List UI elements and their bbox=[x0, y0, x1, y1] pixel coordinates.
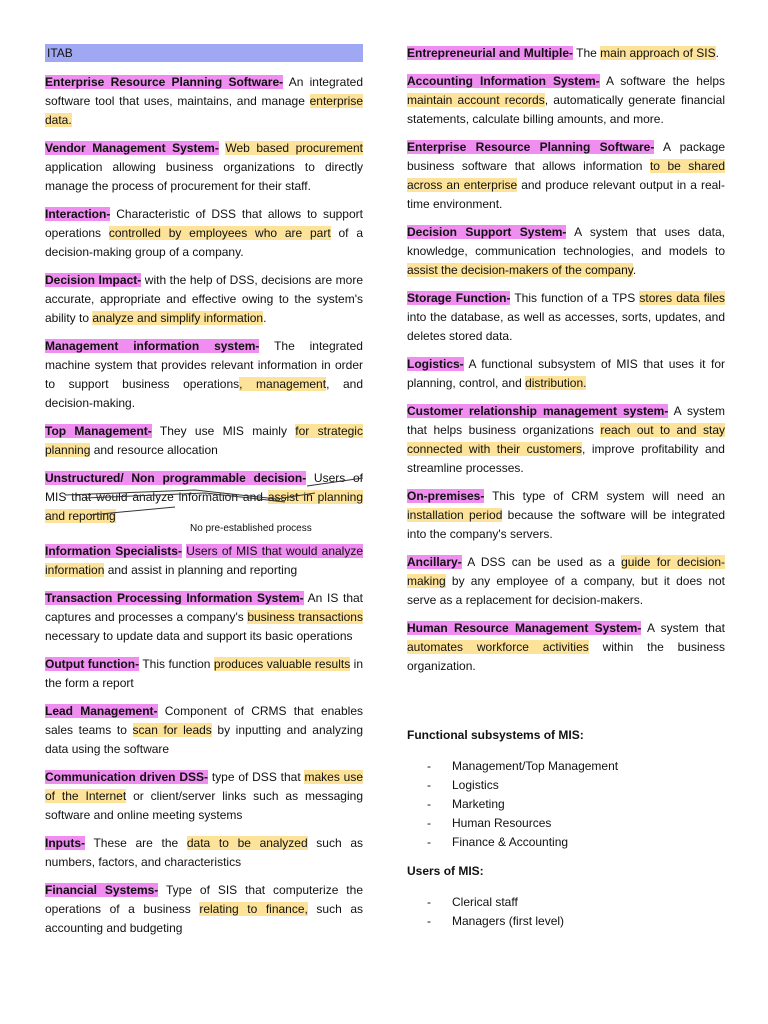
entry-definition: , improve profitability and streamline processes. bbox=[407, 442, 725, 475]
entry-definition: such as accounting and budgeting bbox=[45, 902, 363, 935]
entry-text bbox=[45, 655, 363, 693]
list-item: - Management/Top Management bbox=[407, 757, 725, 776]
entry-text bbox=[45, 881, 363, 938]
entry-text bbox=[407, 223, 725, 280]
highlighted-text: guide for decision-making bbox=[407, 555, 725, 588]
entry-definition: An integrated software tool that uses, maintains, and manage bbox=[45, 75, 364, 108]
highlighted-text: information bbox=[45, 563, 105, 577]
entry bbox=[407, 72, 725, 129]
highlighted-text: distribution. bbox=[525, 376, 587, 390]
entry-text bbox=[407, 553, 725, 610]
entry-text bbox=[45, 271, 363, 328]
entry-term: Vendor Management System- bbox=[45, 141, 219, 155]
entry bbox=[407, 138, 725, 214]
entry-text bbox=[45, 205, 363, 262]
highlighted-text: assist the decision-makers of the company bbox=[407, 263, 633, 277]
entry-definition: necessary to update data and support its basic operations bbox=[45, 629, 353, 643]
highlighted-text: relating to finance, bbox=[199, 902, 308, 916]
entry-definition: A system that bbox=[641, 621, 725, 635]
highlighted-text: to be shared across an enterprise bbox=[407, 159, 726, 192]
entry bbox=[45, 834, 363, 872]
entry bbox=[45, 881, 363, 938]
highlighted-text: stores data files bbox=[639, 291, 725, 305]
highlighted-text: business transactions bbox=[247, 610, 363, 624]
entry-definition: These are the bbox=[85, 836, 187, 850]
entry-term: Lead Management- bbox=[45, 704, 158, 718]
highlighted-text: assist in planning and reporting bbox=[45, 490, 364, 523]
entry bbox=[407, 289, 725, 346]
list-item: - Finance & Accounting bbox=[407, 833, 725, 852]
entry bbox=[407, 619, 725, 676]
highlighted-text: , management bbox=[239, 377, 327, 391]
right-entries bbox=[407, 44, 725, 676]
entry-text bbox=[407, 619, 725, 676]
entry-text bbox=[45, 542, 363, 580]
entry bbox=[407, 553, 725, 610]
entry-term: Output function- bbox=[45, 657, 140, 671]
entry-definition: or client/server links such as messaging software and online meeting systems bbox=[45, 789, 363, 822]
entry-definition: This function bbox=[139, 657, 214, 671]
entry bbox=[45, 702, 363, 759]
entry-text bbox=[407, 138, 725, 214]
left-entries bbox=[45, 73, 363, 938]
highlighted-text: makes use of the Internet bbox=[45, 770, 363, 803]
entry-definition: , and decision-making. bbox=[45, 377, 363, 410]
list-item: - Managers (first level) bbox=[407, 912, 725, 931]
entry-term: Interaction- bbox=[45, 207, 111, 221]
entry bbox=[45, 655, 363, 693]
entry-definition: and produce relevant output in a real-time environment. bbox=[407, 178, 725, 211]
entry-text bbox=[407, 289, 725, 346]
entry-definition: This type of CRM system will need an bbox=[484, 489, 725, 503]
entry-term: Accounting Information System- bbox=[407, 74, 600, 88]
entry bbox=[407, 44, 725, 63]
entry-definition: A software the helps bbox=[599, 74, 725, 88]
entry-term: Decision Impact- bbox=[45, 273, 142, 287]
list-item: - Human Resources bbox=[407, 814, 725, 833]
users-list bbox=[407, 893, 725, 931]
entry-text bbox=[45, 469, 363, 526]
entry-definition: Users of MIS that would analyze information and bbox=[45, 471, 363, 504]
entry-definition: such as numbers, factors, and characteristics bbox=[45, 836, 363, 869]
highlighted-text: controlled by employees who are part bbox=[108, 226, 331, 240]
entry-definition: They use MIS mainly bbox=[151, 424, 296, 438]
entry-term: Enterprise Resource Planning Software- bbox=[45, 75, 284, 89]
entry-text bbox=[45, 589, 363, 646]
entry-definition: A system that helps business organizations bbox=[407, 404, 725, 437]
entry-text bbox=[407, 402, 725, 478]
entry-term: Communication driven DSS- bbox=[45, 770, 208, 784]
entry-definition: into the database, as well as accesses, sorts, updates, and deletes stored data. bbox=[407, 310, 725, 343]
entry-definition: This function of a TPS bbox=[510, 291, 640, 305]
entry-term: Human Resource Management System- bbox=[407, 621, 642, 635]
entry-definition: . bbox=[715, 46, 719, 60]
entry-text bbox=[45, 337, 363, 413]
entry-definition: A package business software that allows information bbox=[407, 140, 726, 173]
entry-definition: type of DSS that bbox=[208, 770, 305, 784]
highlighted-text: Web based procurement bbox=[225, 141, 363, 155]
entry-term: Ancillary- bbox=[407, 555, 462, 569]
highlighted-text: scan for leads bbox=[132, 723, 212, 737]
entry bbox=[45, 73, 363, 130]
entry-definition: Users of MIS that would analyze bbox=[186, 544, 364, 558]
highlighted-text: analyze and simplify information bbox=[92, 311, 264, 325]
entry-definition: The integrated machine system that provides relevant information in order to support business operations bbox=[45, 339, 363, 391]
entry-definition: in the form a report bbox=[45, 657, 364, 690]
entry-definition: by any employee of a company, but it does not serve as a replacement for decision-makers. bbox=[407, 574, 725, 607]
entry-term: Information Specialists- bbox=[45, 544, 182, 558]
subsystems-title: Functional subsystems of MIS: bbox=[407, 728, 584, 742]
entry-text bbox=[45, 422, 363, 460]
entry-term: On-premises- bbox=[407, 489, 485, 503]
entry bbox=[407, 223, 725, 280]
entry-term: Top Management- bbox=[45, 424, 152, 438]
entry bbox=[407, 355, 725, 393]
highlighted-text: installation period bbox=[407, 508, 503, 522]
entry-definition: because the software will be integrated into the company's servers. bbox=[407, 508, 725, 541]
entry-definition: Type of SIS that computerize the operations of a business bbox=[45, 883, 363, 916]
list-item: - Clerical staff bbox=[407, 893, 725, 912]
entry-text bbox=[407, 355, 725, 393]
highlighted-text: maintain account records bbox=[407, 93, 545, 107]
entry-definition: A system that uses data, knowledge, communication technologies, and models to bbox=[407, 225, 725, 258]
entry-text bbox=[407, 72, 725, 129]
entry bbox=[45, 271, 363, 328]
entry-term: Storage Function- bbox=[407, 291, 511, 305]
entry-definition: with the help of DSS, decisions are more accurate, appropriate and effective owing to the system's ability to bbox=[45, 273, 363, 325]
entry bbox=[45, 422, 363, 460]
entry-definition: , automatically generate financial statements, calculate billing amounts, and more. bbox=[407, 93, 725, 126]
list-item: - Marketing bbox=[407, 795, 725, 814]
right-column bbox=[407, 44, 725, 941]
entry bbox=[45, 139, 363, 196]
entry-text bbox=[45, 73, 363, 130]
entry-term: Decision Support System- bbox=[407, 225, 567, 239]
entry-definition: and assist in planning and reporting bbox=[104, 563, 298, 577]
entry-term: Customer relationship management system- bbox=[407, 404, 669, 418]
header-bar: ITAB bbox=[45, 44, 363, 62]
users-title: Users of MIS: bbox=[407, 864, 484, 878]
entry-term: Transaction Processing Information System- bbox=[45, 591, 304, 605]
subsystems-list bbox=[407, 757, 725, 852]
entry-text bbox=[45, 702, 363, 759]
entry-text bbox=[407, 44, 725, 63]
entry-definition: A DSS can be used as a bbox=[461, 555, 622, 569]
entry-definition: . bbox=[632, 263, 637, 277]
handwritten-note: No pre-established process bbox=[190, 523, 312, 534]
entry-term: Entrepreneurial and Multiple- bbox=[407, 46, 574, 60]
highlighted-text: enterprise data. bbox=[45, 94, 363, 127]
entry-text bbox=[45, 834, 363, 872]
entry-term: Inputs- bbox=[45, 836, 85, 850]
entry-definition: An IS that captures and processes a company's bbox=[45, 591, 364, 624]
highlighted-text: reach out to and stay connected with their customers bbox=[407, 423, 726, 456]
entry-definition: of a decision-making group of a company. bbox=[45, 226, 363, 259]
highlighted-text: produces valuable results bbox=[213, 657, 351, 671]
entry-term: Enterprise Resource Planning Software- bbox=[407, 140, 655, 154]
entry-term: Financial Systems- bbox=[45, 883, 159, 897]
left-column bbox=[45, 44, 363, 947]
entry bbox=[407, 487, 725, 544]
entry-definition: The bbox=[573, 46, 601, 60]
highlighted-text: automates workforce activities bbox=[407, 640, 589, 654]
entry-text bbox=[45, 139, 363, 196]
entry bbox=[45, 337, 363, 413]
entry-definition: within the business organization. bbox=[407, 640, 725, 673]
entry bbox=[45, 768, 363, 825]
entry-definition: A functional subsystem of MIS that uses it for planning, control, and bbox=[407, 357, 725, 390]
entry-term: Logistics- bbox=[407, 357, 464, 371]
entry bbox=[45, 542, 363, 580]
entry bbox=[45, 205, 363, 262]
entry bbox=[45, 589, 363, 646]
entry-definition: and resource allocation bbox=[90, 443, 218, 457]
highlighted-text: main approach of SIS bbox=[600, 46, 716, 60]
entry-definition: by inputting and analyzing data using the software bbox=[45, 723, 363, 756]
highlighted-text: for strategic planning bbox=[45, 424, 363, 457]
entry bbox=[45, 469, 363, 535]
entry-term: Management information system- bbox=[45, 339, 260, 353]
entry-definition: . bbox=[263, 311, 267, 325]
entry bbox=[407, 402, 725, 478]
entry-text bbox=[407, 487, 725, 544]
entry-definition: Characteristic of DSS that allows to support operations bbox=[45, 207, 363, 240]
entry-text bbox=[45, 768, 363, 825]
list-item: - Logistics bbox=[407, 776, 725, 795]
entry-definition: Component of CRMS that enables sales teams to bbox=[45, 704, 363, 737]
entry-term: Unstructured/ Non programmable decision- bbox=[45, 471, 307, 485]
entry-definition: application allowing business organizations to directly manage the process of procurement for their staff. bbox=[45, 160, 363, 193]
highlighted-text: data to be analyzed bbox=[186, 836, 308, 850]
